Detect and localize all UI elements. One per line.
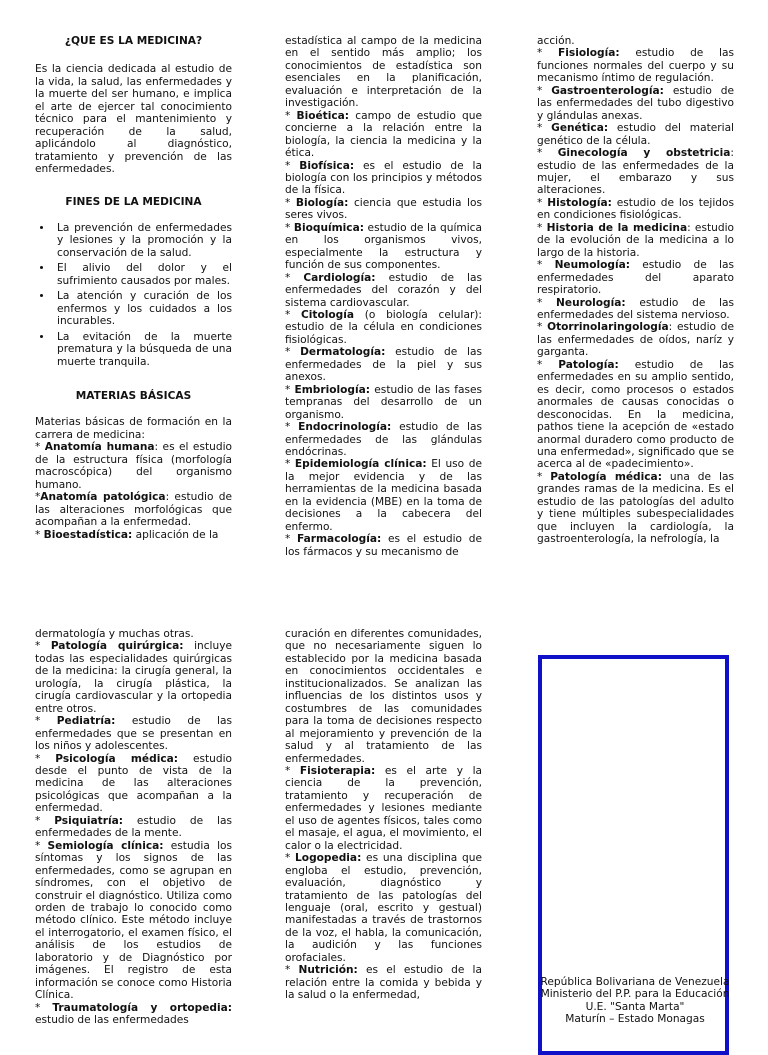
entry-anatomia-patologica: *Anatomía patológica: estudio de las alteraciones morfológicas que acompañan a la enfermedad. <box>35 491 232 529</box>
term-label: Bioestadística: <box>43 528 133 541</box>
term-label: Epidemiología clínica: <box>294 458 427 471</box>
entry-logopedia <box>285 852 482 964</box>
term-label: Anatomía humana <box>44 441 155 454</box>
term-label: Nutrición: <box>298 964 358 977</box>
entry-farmacologia <box>285 533 482 558</box>
entry-histologia <box>537 197 734 222</box>
term-label: Psiquiatría: <box>54 814 123 827</box>
term-label: Logopedia: <box>295 852 362 865</box>
term-desc: estudio de las funciones normales del cuerpo y su mecanismo íntimo de regulación. <box>537 47 734 85</box>
term-desc: incluye todas las especialidades quirúrgicas de la medicina: la cirugía general, la urología, la cirugía plástica, la cirugía cardiovascular y la ortopedia entre otros. <box>35 640 232 715</box>
entry-bioestadistica <box>35 529 232 541</box>
term-label: Ginecología y obstetricia <box>557 147 731 160</box>
term-desc: estudio de la química en los organismos vivos, especialmente la estructura y función de sus componentes. <box>285 221 482 272</box>
term-desc: : estudio de la evolución de la medicina a lo largo de la historia. <box>537 221 734 259</box>
term-desc: una de las grandes ramas de la medicina. Es el estudio de las patologías del adulto y tiene múltiples subespecialidades que incluyen la cardiología, la gastroenterología, la nefrología, la <box>537 470 734 546</box>
term-desc: estudio desde el punto de vista de la medicina de las alteraciones psicológicas que acompañan a la enfermedad. <box>35 752 233 815</box>
term-desc: estudio de las enfermedades en su amplio sentido, es decir, como procesos o estados anormales de causas conocidas o desconocidas. En la medicina, pathos tiene la acepción de «estado anormal duradero como producto de una enfermedad», significado que se acerca al de «padecimiento». <box>537 358 734 471</box>
term-desc: es el estudio de la biología con los principios y métodos de la física. <box>285 159 482 197</box>
term-desc: es el estudio de la relación entre la comida y bebida y la salud o la enfermedad, <box>285 964 482 1002</box>
term-label: Neurología: <box>556 296 626 309</box>
term-desc: estudio de las fases tempranas del desarrollo de un organismo. <box>285 383 482 421</box>
entry-nutricion <box>285 964 482 1001</box>
institution-block <box>535 976 735 1026</box>
entry-psicologia-medica <box>35 753 232 815</box>
term-label: Otorrinolaringología <box>547 321 669 334</box>
entry-cardiologia <box>285 272 482 309</box>
term-desc: El uso de la mejor evidencia y de las herramientas de la medicina basada en la evidencia (MBE) en la toma de decisiones a la cabecera del enfermo. <box>285 458 482 533</box>
term-label: Bioética: <box>296 109 350 122</box>
term-label: Traumatología y ortopedia: <box>52 1001 232 1014</box>
term-desc: estudio de las enfermedades del tubo digestivo y glándulas anexas. <box>537 84 735 122</box>
entry-bioquimica <box>285 222 482 272</box>
term-desc: aplicación de la <box>132 528 219 541</box>
term-desc: campo de estudio que concierne a la relación entre la biología, la ciencia la medicina y la ética. <box>285 109 482 160</box>
term-label: Historia de la medicina <box>546 221 688 234</box>
term-desc: : es el estudio de la estructura física (morfología macroscópica) del organismo humano. <box>35 441 232 491</box>
entry-bioetica <box>285 110 482 160</box>
entry-patologia <box>537 359 734 471</box>
list-item: • La evitación de la muerte prematura y la búsqueda de una muerte tranquila. <box>53 331 232 368</box>
entry-psiquiatria <box>35 815 232 840</box>
list-item: • El alivio del dolor y el sufrimiento causados por males. <box>53 262 232 287</box>
term-label: Histología: <box>547 196 612 209</box>
entry-gastroenterologia <box>537 85 734 122</box>
institution-line-4: Maturín – Estado Monagas <box>565 1013 705 1026</box>
intro-paragraph: Es la ciencia dedicada al estudio de la vida, la salud, las enfermedades y la muerte del ser humano, e implica el arte de ejercer tal conocimiento técnico para el mantenimiento y recuperación de la salud, aplicándolo al diagnóstico, tratamiento y prevención de las enfermedades. <box>35 63 232 176</box>
entry-patologia-quirurgica <box>35 640 232 715</box>
term-label: Genética: <box>551 122 609 135</box>
term-label: Farmacología: <box>297 533 382 546</box>
term-desc: : estudio de las alteraciones morfológicas que acompañan a la enfermedad. <box>35 491 232 529</box>
term-label: Semiología clínica: <box>47 839 164 852</box>
term-desc: estudio de las enfermedades <box>35 1014 189 1027</box>
materias-intro: Materias básicas de formación en la carrera de medicina: <box>35 416 232 441</box>
term-desc: estudio de las enfermedades del corazón y del sistema cardiovascular. <box>285 271 482 309</box>
term-label: Endocrinología: <box>298 421 392 434</box>
term-desc: estudia los síntomas y los signos de las enfermedades, como se agrupan en síndromes, con el objetivo de construir el diagnóstico. Utiliza como orden de trabajo lo conocido como método clínico. Este método incluye el interrogatorio, el examen físico, el análisis de los estudios de laboratorio y de Diagnóstico por imágenes. El registro de esta información se conoce como Historia Clínica. <box>35 839 233 1002</box>
term-desc: es una disciplina que engloba el estudio, prevención, evaluación, diagnóstico y tratamiento de las patologías del lenguaje (oral, escrito y gestual) manifestadas a través de trastornos de la voz, el habla, la comunicación, la audición y las funciones orofaciales. <box>285 852 482 964</box>
term-label: Biofísica: <box>299 159 355 172</box>
term-desc: : estudio de las enfermedades de oídos, naríz y garganta. <box>537 321 734 359</box>
term-desc: es el arte y la ciencia de la prevención, tratamiento y recuperación de enfermedades y lesiones mediante el uso de agentes físicos, tales como el masaje, el agua, el movimiento, el calor o la electricidad. <box>285 764 483 852</box>
term-desc: (o biología celular): estudio de la célula en condiciones fisiológicas. <box>285 308 482 346</box>
section-title-fines: FINES DE LA MEDICINA <box>65 195 202 208</box>
term-label: Patología: <box>558 358 619 371</box>
entry-semiologia <box>35 840 232 1002</box>
entry-embriologia <box>285 384 482 421</box>
term-desc: estudio de las enfermedades del sistema nervioso. <box>537 296 734 321</box>
term-label: Pediatría: <box>56 715 116 728</box>
term-label: Bioquímica: <box>293 221 364 234</box>
term-desc: estudio de las enfermedades de la piel y sus anexos. <box>285 346 483 384</box>
term-desc: estudio de las enfermedades que se presentan en los niños y adolescentes. <box>35 715 233 753</box>
column-2 <box>285 35 482 558</box>
term-label: Gastroenterología: <box>551 84 664 97</box>
term-desc: estudio del material genético de la célula. <box>537 122 734 147</box>
entry-patologia-medica <box>537 471 734 546</box>
institution-line-2: Ministerio del P.P. para la Educación <box>540 988 730 1001</box>
term-label: Dermatología: <box>300 346 386 359</box>
term-desc: estudio de las enfermedades de la mente. <box>35 814 232 840</box>
term-desc: es el estudio de los fármacos y su mecanismo de <box>285 533 482 558</box>
continued-text: estadística al campo de la medicina en el sentido más amplio; los conocimientos de estadística son esenciales en la planificación, evaluación e interpretación de la investigación. <box>285 35 482 110</box>
term-label: Cardiología: <box>303 271 376 284</box>
column-1 <box>35 35 232 541</box>
institution-line-3: U.E. "Santa Marta" <box>585 1000 685 1013</box>
entry-fisioterapia <box>285 765 482 852</box>
entry-neumologia <box>537 259 734 296</box>
term-desc: estudio de las enfermedades de las glándulas endócrinas. <box>285 421 482 458</box>
list-item: • La atención y curación de los enfermos y los cuidados a los incurables. <box>53 290 232 327</box>
continued-text: acción. <box>537 35 575 47</box>
entry-anatomia <box>35 441 232 491</box>
entry-fisiologia <box>537 47 734 84</box>
term-label: Anatomía patológica <box>40 491 166 504</box>
column-5 <box>285 628 482 1002</box>
term-label: Fisioterapia: <box>299 764 376 777</box>
column-3 <box>537 35 734 546</box>
continued-text: dermatología y muchas otras. <box>35 628 194 640</box>
term-desc: ciencia que estudia los seres vivos. <box>285 196 482 222</box>
section-title-materias: MATERIAS BÁSICAS <box>75 389 192 402</box>
term-label: Fisiología: <box>558 47 620 60</box>
term-label: Citología <box>301 308 355 321</box>
term-label: Patología quirúrgica: <box>50 640 184 653</box>
fines-list <box>35 222 232 368</box>
column-4 <box>35 628 232 1027</box>
term-label: Psicología médica: <box>55 752 178 765</box>
entry-otorrino <box>537 321 734 358</box>
term-label: Patología médica: <box>550 470 662 483</box>
term-desc: : estudio de las enfermedades de la mujer, el embarazo y sus alteraciones. <box>537 147 734 197</box>
continued-text: curación en diferentes comunidades, que no necesariamente siguen lo establecido por la medicina basada en conocimientos occidentales e institucionalizados. Se analizan las influencias de los distintos usos y costumbres de las comunidades para la toma de decisiones respecto al mejoramiento y prevención de la salud y al tratamiento de las enfermedades. <box>285 628 482 765</box>
term-label: Neumología: <box>554 259 630 272</box>
term-label: Biología: <box>295 196 349 209</box>
term-desc: estudio de las enfermedades del aparato respiratorio. <box>537 259 734 297</box>
entry-biofisica <box>285 160 482 197</box>
list-item: • La prevención de enfermedades y lesiones y la promoción y la conservación de la salud. <box>53 222 232 259</box>
entry-ginecologia <box>537 147 734 197</box>
entry-traumatologia <box>35 1002 232 1027</box>
section-title-que-es: ¿QUE ES LA MEDICINA? <box>64 35 203 47</box>
entry-citologia <box>285 309 482 346</box>
entry-historia-medicina <box>537 222 734 259</box>
institution-line-1: República Bolivariana de Venezuela <box>540 976 730 988</box>
entry-endocrinologia <box>285 421 482 458</box>
term-label: Embriología: <box>294 383 371 396</box>
entry-pediatria <box>35 715 232 752</box>
term-desc: estudio de los tejidos en condiciones fisiológicas. <box>537 196 734 222</box>
entry-epidemiologia <box>285 458 482 533</box>
entry-dermatologia <box>285 346 482 383</box>
entry-neurologia <box>537 297 734 322</box>
entry-biologia <box>285 197 482 222</box>
entry-genetica <box>537 122 734 147</box>
